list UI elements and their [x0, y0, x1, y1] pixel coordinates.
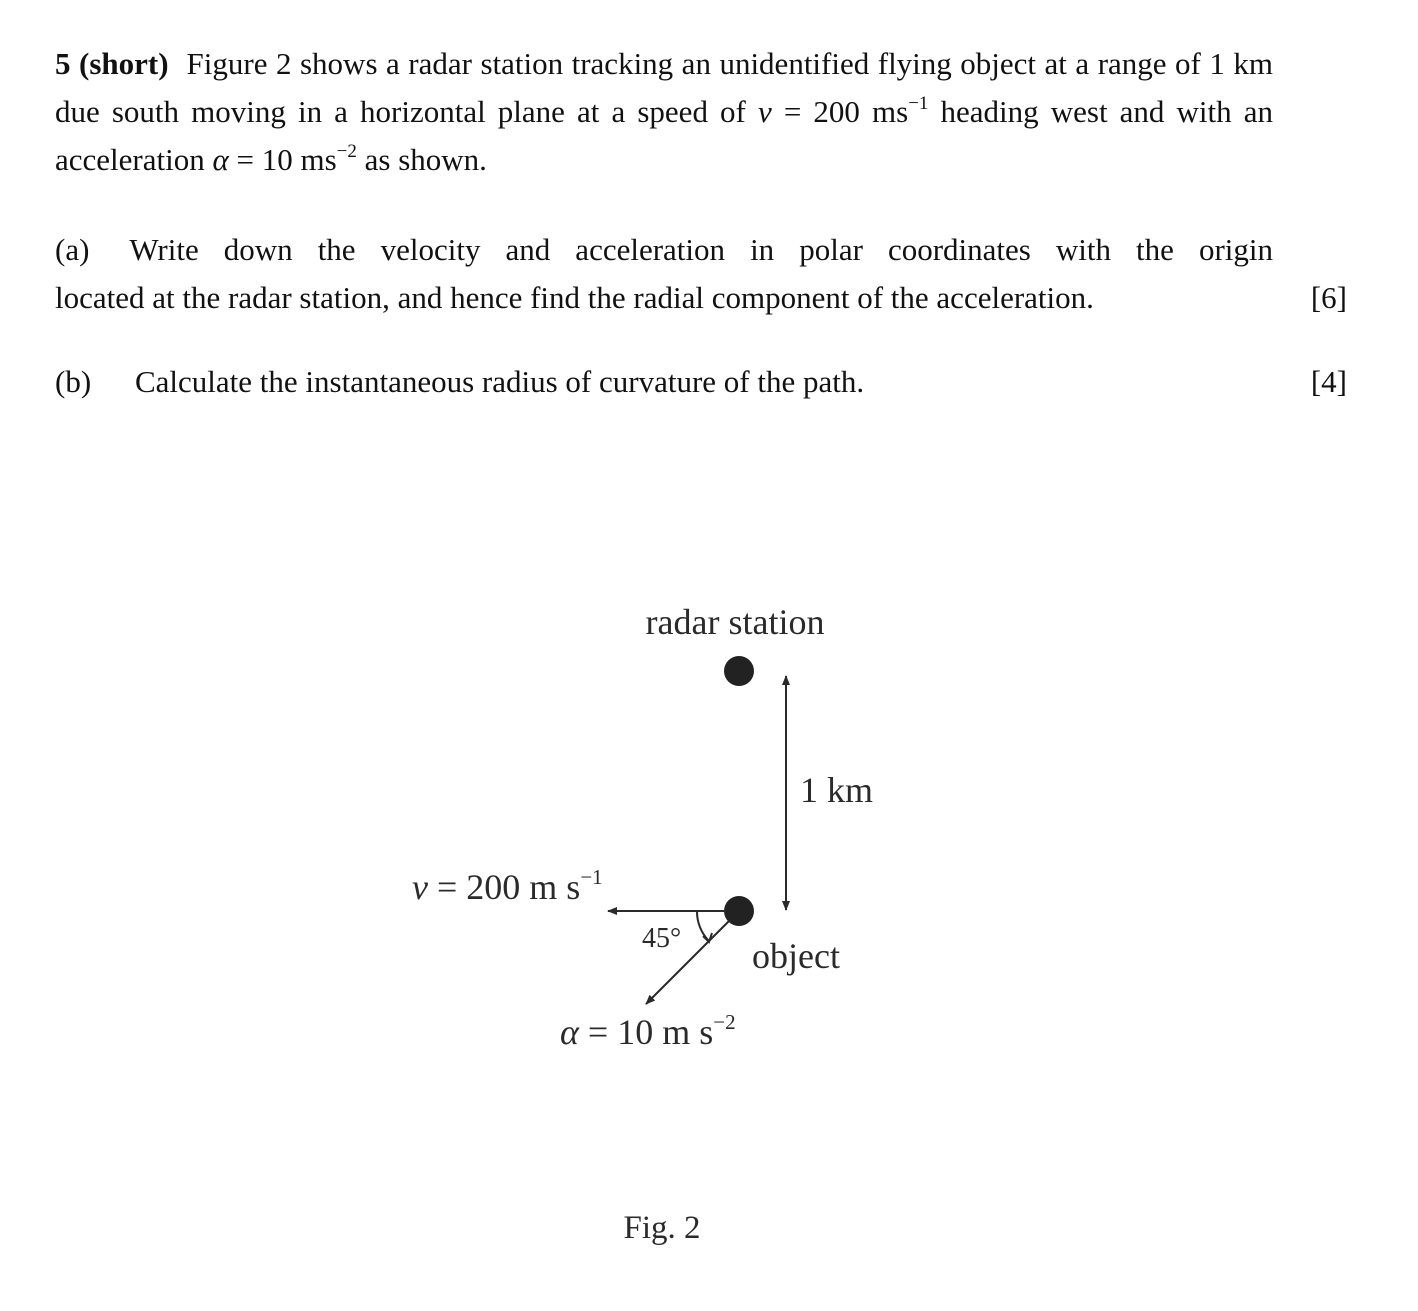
acceleration-label-exponent: −2	[713, 1010, 736, 1034]
acceleration-label-value: = 10 m s	[578, 1012, 714, 1052]
range-value: 1 km	[1209, 46, 1273, 81]
question-text-3: heading west and with an acceleration	[55, 94, 1273, 177]
figure-caption: Fig. 2	[623, 1210, 701, 1246]
velocity-label-value: = 200 m s	[427, 867, 581, 907]
acceleration-label-symbol: α	[560, 1012, 579, 1052]
radar-station-dot	[724, 656, 754, 686]
part-a-text-2: located at the radar station, and hence find the radial component of the acceleration.	[55, 280, 1094, 315]
question-number: 5 (short)	[55, 46, 169, 81]
velocity-symbol: v	[757, 94, 772, 129]
velocity-label	[412, 865, 603, 907]
acceleration-symbol: α	[212, 142, 229, 177]
acceleration-exponent: −2	[336, 141, 357, 162]
part-b-label: (b)	[55, 364, 92, 399]
velocity-label-exponent: −1	[580, 865, 603, 889]
part-b-marks: [4]	[1310, 364, 1347, 399]
part-a-label: (a)	[55, 232, 90, 267]
distance-label: 1 km	[800, 770, 874, 810]
question-text-4: as shown.	[356, 142, 487, 177]
radar-station-label: radar station	[645, 602, 825, 642]
acceleration-value: = 10 ms	[228, 142, 337, 177]
part-b-text: Calculate the instantaneous radius of curvature of the path.	[135, 364, 865, 399]
acceleration-label	[560, 1010, 736, 1052]
part-a-text-1: Write down the velocity and acceleration in polar coordinates with the origin	[129, 232, 1273, 267]
angle-label: 45°	[642, 923, 682, 954]
part-a-marks: [6]	[1310, 280, 1347, 315]
question-text-1: Figure 2 shows a radar station tracking an unidentified flying object at a range of	[186, 46, 1210, 81]
velocity-value: = 200 ms	[771, 94, 909, 129]
velocity-exponent: −1	[908, 93, 929, 114]
question-text-2: due south moving in a horizontal plane at a speed of	[55, 94, 758, 129]
velocity-label-symbol: v	[412, 867, 428, 907]
object-label: object	[752, 936, 840, 976]
